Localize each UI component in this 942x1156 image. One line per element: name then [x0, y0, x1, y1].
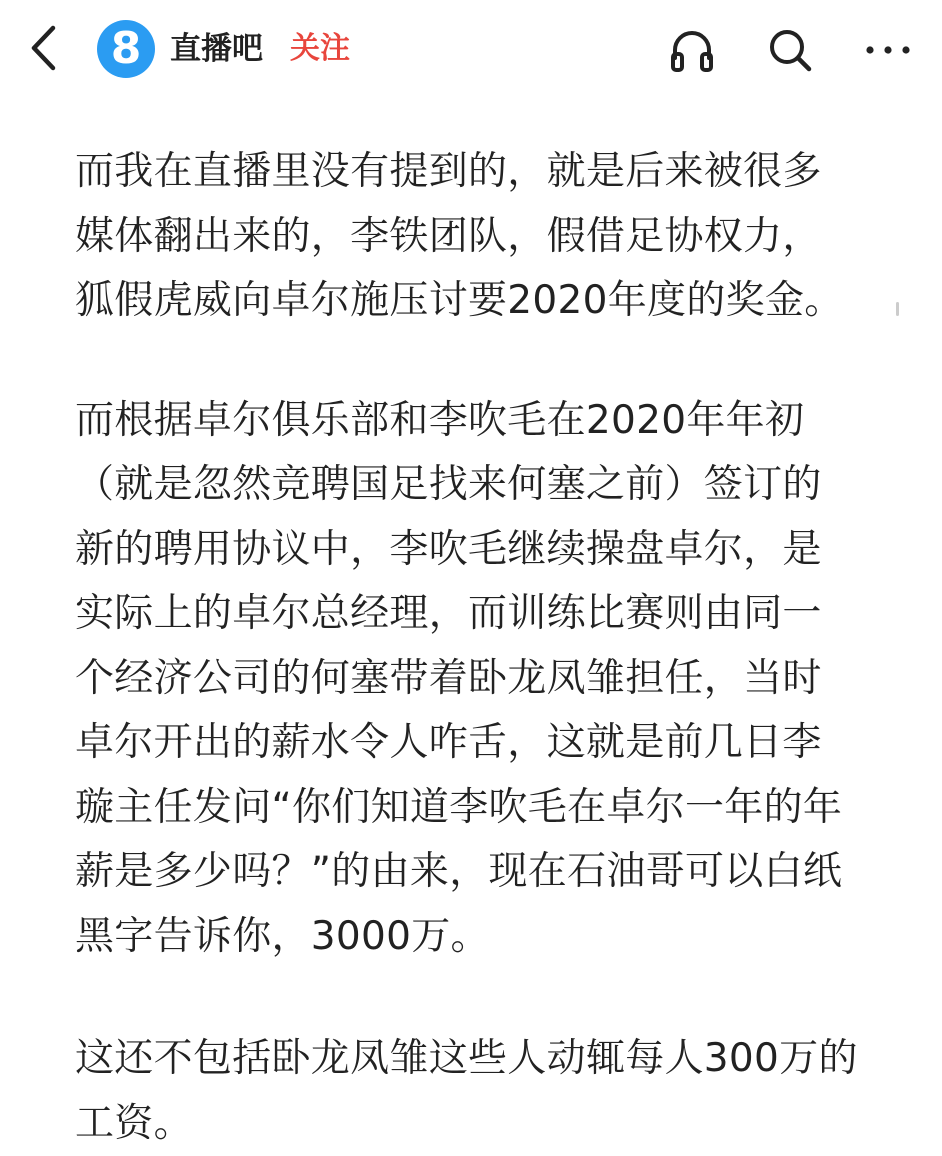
- more-button[interactable]: [860, 22, 916, 78]
- back-button[interactable]: [22, 22, 66, 74]
- article-paragraph: 这还不包括卧龙凤雏这些人动辄每人300万的工资。: [75, 1036, 858, 1146]
- headphones-icon: [668, 26, 716, 74]
- top-navigation-bar: [0, 0, 942, 100]
- logo-text: 8: [110, 23, 142, 74]
- channel-name[interactable]: 直播吧: [170, 31, 263, 67]
- chevron-left-icon: [29, 25, 59, 71]
- follow-button[interactable]: 关注: [290, 31, 350, 66]
- article-body: [75, 140, 875, 1156]
- search-icon: [766, 26, 814, 74]
- more-icon: [863, 40, 913, 60]
- article-paragraph: 而根据卓尔俱乐部和李吹毛在2020年年初（就是忽然竞聘国足找来何塞之前）签订的新的聘用协议中，李吹毛继续操盘卓尔，是实际上的卓尔总经理，而训练比赛则由同一个经济公司的何塞带着卧龙凤雏担任，当时卓尔开出的薪水令人咋舌，这就是前几日李璇主任发问“你们知道李吹毛在卓尔一年的年薪是多少吗？”的由来，现在石油哥可以白纸黑字告诉你，3000万。: [75, 397, 843, 959]
- listen-button[interactable]: [664, 22, 720, 78]
- search-button[interactable]: [762, 22, 818, 78]
- channel-logo[interactable]: [97, 20, 155, 78]
- article-paragraph: 而我在直播里没有提到的，就是后来被很多媒体翻出来的，李铁团队，假借足协权力，狐假虎威向卓尔施压讨要2020年度的奖金。: [75, 149, 844, 323]
- scroll-indicator: [896, 302, 899, 316]
